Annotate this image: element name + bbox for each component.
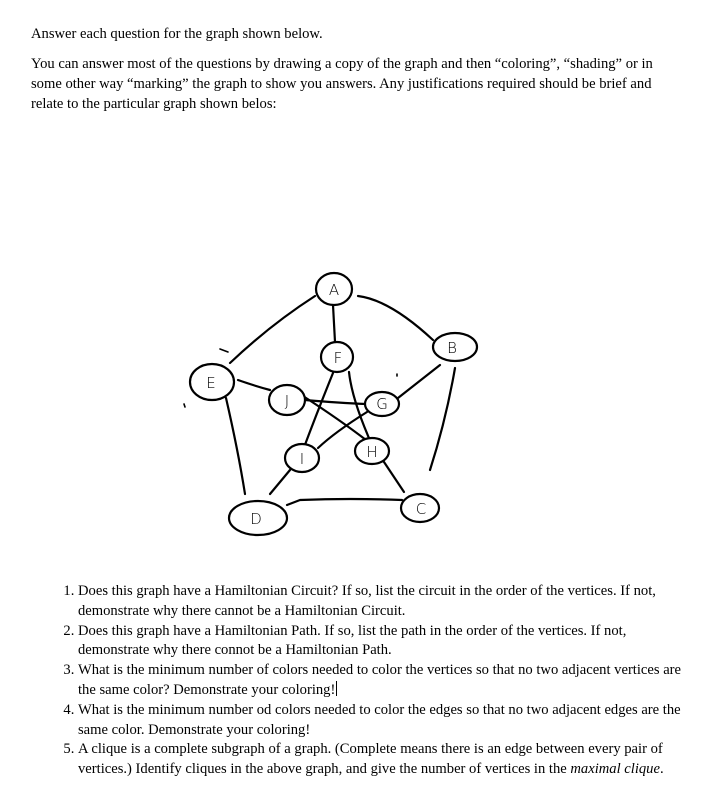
vertex-H [355, 438, 389, 464]
question-1: 1. Does this graph have a Hamiltonian Circuit? If so, list the circuit in the order of the vertices. If not, demonstrate why there cannot be a Hamiltonian Circuit. [78, 582, 698, 622]
vertex-F [321, 342, 353, 372]
vertex-C [401, 494, 439, 522]
vertex-B-label: B [447, 339, 457, 357]
edge-A-F [333, 305, 335, 342]
question-5-end: . [659, 761, 664, 778]
edge-A-B [358, 296, 433, 340]
stray-mark [184, 404, 185, 407]
edge-B-G [398, 365, 440, 398]
edge-C-H [384, 462, 404, 492]
vertex-G-label: G [376, 395, 388, 413]
vertex-E [190, 364, 234, 400]
question-list [40, 582, 698, 780]
vertex-J [269, 385, 305, 415]
vertex-H-label: H [366, 443, 378, 461]
instructions-text: You can answer most of the questions by drawing a copy of the graph and then “coloring”, “shading” or in some other way “marking” the graph to show you answers. Any justifications required should be brief and relate to the particular graph shown belos: [31, 56, 653, 112]
vertex-A-label: A [328, 281, 340, 299]
vertex-E-label: E [206, 374, 216, 392]
question-3-text: What is the minimum number of colors needed to color the vertices so that no two adjacent vertices are the same color? Demonstrate your coloring! [78, 662, 682, 698]
maximal-clique-emphasis: maximal clique [570, 761, 660, 778]
edge-D-E [226, 398, 245, 494]
vertex-I [285, 444, 319, 472]
question-5-text: A clique is a complete subgraph of a graph. (Complete means there is an edge between every pair of vertices.) Identify cliques in the above graph, and give the number of vertices in the [78, 741, 663, 778]
text-cursor [336, 681, 337, 696]
vertex-A [316, 273, 352, 305]
edge-E-J [238, 380, 270, 390]
vertex-F-label: F [333, 349, 343, 367]
vertex-D-label: D [250, 510, 262, 528]
question-5 [78, 740, 698, 780]
intro-text: Answer each question for the graph shown below. [31, 26, 323, 42]
vertex-I-label: I [299, 450, 305, 468]
edge-E-A [230, 296, 315, 363]
stray-mark [220, 349, 228, 352]
question-4: 4. What is the minimum number od colors needed to color the edges so that no two adjacent edges are the same color. Demonstrate your coloring! [78, 701, 698, 741]
edge-B-C [430, 368, 455, 470]
vertex-B [433, 333, 477, 361]
question-2: 2. Does this graph have a Hamiltonian Path. If so, list the path in the order of the vertices. If not, demonstrate why there connot be a Hamiltonian Path. [78, 622, 698, 662]
vertex-J-label: J [284, 392, 290, 410]
vertex-C-label: C [415, 500, 427, 518]
vertex-G [365, 392, 399, 416]
question-3 [78, 661, 698, 701]
edge-C-D [287, 499, 402, 505]
vertex-D [229, 501, 287, 535]
edge-D-I [270, 470, 290, 494]
